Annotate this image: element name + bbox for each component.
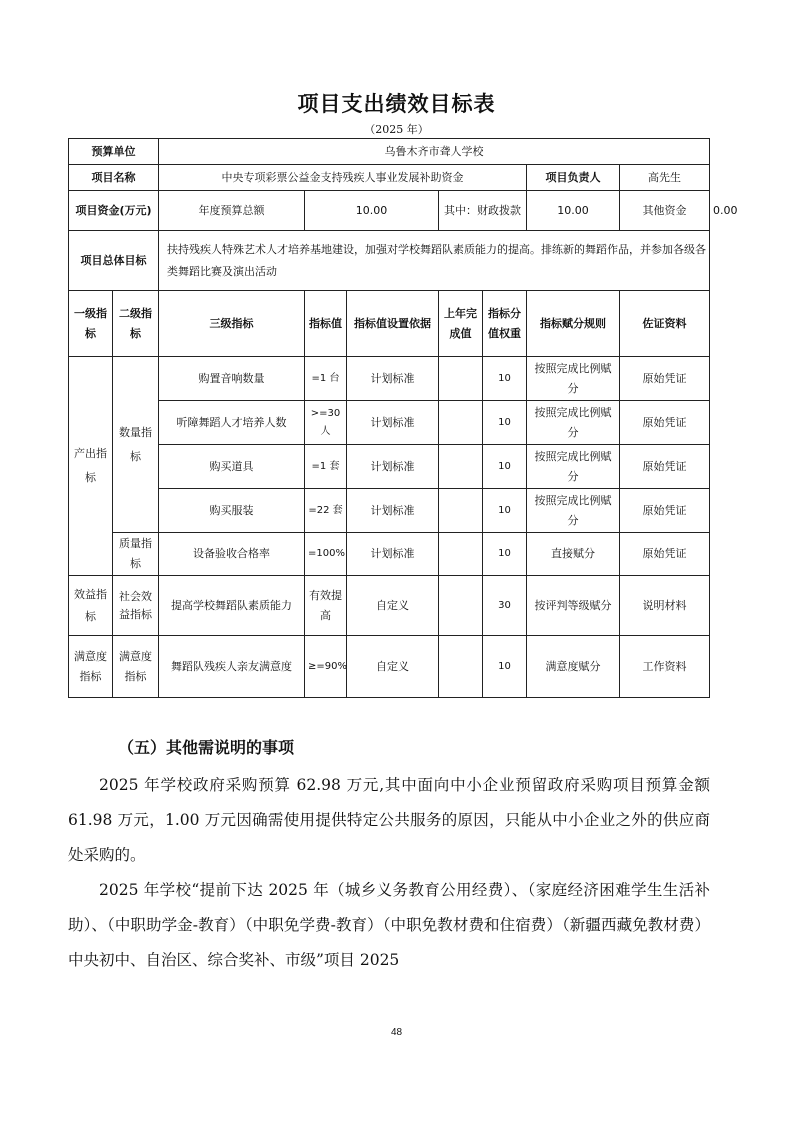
indicator-name: 购买服装 bbox=[159, 489, 305, 533]
indicator-name: 设备验收合格率 bbox=[159, 533, 305, 576]
indicator-last-year bbox=[439, 489, 483, 533]
indicator-rule: 按照完成比例赋分 bbox=[527, 489, 620, 533]
indicator-evidence: 原始凭证 bbox=[620, 445, 710, 489]
indicator-rule: 满意度赋分 bbox=[527, 636, 620, 698]
goal-value: 扶持残疾人特殊艺术人才培养基地建设，加强对学校舞蹈队素质能力的提高。排练新的舞蹈作品，并参加各级各类舞蹈比赛及演出活动 bbox=[159, 231, 710, 291]
table-row bbox=[69, 357, 710, 401]
indicator-weight: 30 bbox=[483, 576, 527, 636]
indicator-rule: 按照完成比例赋分 bbox=[527, 357, 620, 401]
indicator-basis: 计划标准 bbox=[347, 357, 439, 401]
project-name-label: 项目名称 bbox=[69, 165, 159, 191]
group-quality: 质量指标 bbox=[113, 533, 159, 576]
indicator-name: 舞蹈队残疾人亲友满意度 bbox=[159, 636, 305, 698]
header-last-year: 上年完成值 bbox=[439, 291, 483, 357]
table-row bbox=[69, 445, 710, 489]
indicator-evidence: 原始凭证 bbox=[620, 401, 710, 445]
indicator-weight: 10 bbox=[483, 489, 527, 533]
group-satisfaction: 满意度指标 bbox=[69, 636, 113, 698]
indicator-last-year bbox=[439, 445, 483, 489]
section-heading: （五）其他需说明的事项 bbox=[118, 738, 295, 757]
indicator-last-year bbox=[439, 533, 483, 576]
indicator-basis: 计划标准 bbox=[347, 533, 439, 576]
indicator-evidence: 原始凭证 bbox=[620, 533, 710, 576]
group-satisfaction-sub: 满意度指标 bbox=[113, 636, 159, 698]
indicator-evidence: 原始凭证 bbox=[620, 357, 710, 401]
table-row bbox=[69, 401, 710, 445]
annual-budget-label: 年度预算总额 bbox=[159, 191, 305, 231]
indicator-weight: 10 bbox=[483, 401, 527, 445]
header-rule: 指标赋分规则 bbox=[527, 291, 620, 357]
indicator-evidence: 说明材料 bbox=[620, 576, 710, 636]
indicator-name: 听障舞蹈人才培养人数 bbox=[159, 401, 305, 445]
indicator-name: 提高学校舞蹈队素质能力 bbox=[159, 576, 305, 636]
funds-label: 项目资金(万元) bbox=[69, 191, 159, 231]
indicator-weight: 10 bbox=[483, 636, 527, 698]
header-level2: 二级指标 bbox=[113, 291, 159, 357]
indicator-evidence: 工作资料 bbox=[620, 636, 710, 698]
paragraph-procurement bbox=[68, 768, 710, 873]
header-evidence: 佐证资料 bbox=[620, 291, 710, 357]
indicator-basis: 计划标准 bbox=[347, 445, 439, 489]
unit-value: 乌鲁木齐市聋人学校 bbox=[159, 139, 710, 165]
other-funds-cell bbox=[620, 191, 710, 231]
header-weight: 指标分值权重 bbox=[483, 291, 527, 357]
annual-budget-value: 10.00 bbox=[305, 191, 439, 231]
group-social-benefit: 社会效益指标 bbox=[113, 576, 159, 636]
indicator-weight: 10 bbox=[483, 533, 527, 576]
table-row bbox=[69, 533, 710, 576]
owner-value: 高先生 bbox=[620, 165, 710, 191]
indicator-value: ≥=90% bbox=[305, 636, 347, 698]
indicator-value: =1 套 bbox=[305, 445, 347, 489]
header-basis: 指标值设置依据 bbox=[347, 291, 439, 357]
fiscal-value: 10.00 bbox=[527, 191, 620, 231]
table-row bbox=[69, 576, 710, 636]
header-value: 指标值 bbox=[305, 291, 347, 357]
table-year: （2025 年） bbox=[364, 123, 429, 136]
indicator-rule: 按照完成比例赋分 bbox=[527, 401, 620, 445]
indicator-value: =22 套 bbox=[305, 489, 347, 533]
paragraph-advance-funds bbox=[68, 873, 710, 978]
other-funds-label: 其他资金 bbox=[642, 203, 687, 217]
indicator-value: >=30 人 bbox=[305, 401, 347, 445]
indicator-evidence: 原始凭证 bbox=[620, 489, 710, 533]
header-level1: 一级指标 bbox=[69, 291, 113, 357]
indicator-last-year bbox=[439, 636, 483, 698]
performance-table: 预算单位 乌鲁木齐市聋人学校 项目名称 中央专项彩票公益金支持残疾人事业发展补助资金 项目负责人 高先生 项目资金(万元) 年度预算总额 10.00 其中：财政拨款 10.00 其他资金 0.00 项目总体目标 扶持残疾人特殊艺术人才培养基地建设，加强对学校舞蹈队素质能力的提高。排练新的舞蹈作品，并参加各级各类舞蹈比赛及演出活动 一级指标 二级指标 三级指标 指标值 指标值设置依据 上年完成值 指标分值权重 指标赋分规则 佐证资料 产出指标 数量指标 购置音响数量 =1 台 计划标准 10 按照完成比例赋分 原始凭证 听障舞蹈人才培养人数 >=30 人 计划标准 10 按照完成比例赋分 原始凭证 购买道具 =1 套 计划标准 10 按照完成比例赋分 原始凭证 购买服装 =22 套 计划标准 10 按照完成比例赋分 原始凭证 质量指标 设备验收合格率 =100% 计划标准 10 直接赋分 原始凭证 效益指标 社会效益指标 提高学校舞蹈队素质能力 有效提高 自定义 30 按评判等级赋分 说明材料 满意度指标 满意度指标 舞蹈队残疾人亲友满意度 ≥=90% 自定义 10 满意度赋分 工作资料 bbox=[68, 138, 710, 698]
fiscal-label: 其中：财政拨款 bbox=[439, 191, 527, 231]
indicator-rule: 直接赋分 bbox=[527, 533, 620, 576]
paragraph-2: 2025 年学校“提前下达 2025 年（城乡义务教育公用经费）、（家庭经济困难学生生活补助）、（中职助学金-教育）（中职免学费-教育）（中职免教材费和住宿费）（新疆西藏免教材费）中央初中、自治区、综合奖补、市级”项目 2025 bbox=[68, 881, 710, 969]
indicator-basis: 计划标准 bbox=[347, 401, 439, 445]
indicator-weight: 10 bbox=[483, 357, 527, 401]
indicator-last-year bbox=[439, 401, 483, 445]
indicator-name: 购置音响数量 bbox=[159, 357, 305, 401]
indicator-value: 有效提高 bbox=[305, 576, 347, 636]
indicator-basis: 自定义 bbox=[347, 636, 439, 698]
unit-label: 预算单位 bbox=[69, 139, 159, 165]
owner-label: 项目负责人 bbox=[527, 165, 620, 191]
group-quantity: 数量指标 bbox=[113, 357, 159, 533]
group-output: 产出指标 bbox=[69, 357, 113, 576]
indicator-last-year bbox=[439, 357, 483, 401]
indicator-last-year bbox=[439, 576, 483, 636]
indicator-rule: 按照完成比例赋分 bbox=[527, 445, 620, 489]
indicator-weight: 10 bbox=[483, 445, 527, 489]
table-row bbox=[69, 636, 710, 698]
group-benefit: 效益指标 bbox=[69, 576, 113, 636]
indicator-value: =100% bbox=[305, 533, 347, 576]
header-level3: 三级指标 bbox=[159, 291, 305, 357]
indicator-value: =1 台 bbox=[305, 357, 347, 401]
paragraph-1: 2025 年学校政府采购预算 62.98 万元,其中面向中小企业预留政府采购项目预算金额 61.98 万元，1.00 万元因确需使用提供特定公共服务的原因，只能从中小企业之外的供应商处采购的。 bbox=[68, 776, 710, 864]
page-number: 48 bbox=[390, 1027, 403, 1038]
table-row bbox=[69, 489, 710, 533]
indicator-basis: 自定义 bbox=[347, 576, 439, 636]
page-title: 项目支出绩效目标表 bbox=[297, 92, 496, 116]
indicator-rule: 按评判等级赋分 bbox=[527, 576, 620, 636]
goal-label: 项目总体目标 bbox=[69, 231, 159, 291]
indicator-name: 购买道具 bbox=[159, 445, 305, 489]
project-name-value: 中央专项彩票公益金支持残疾人事业发展补助资金 bbox=[159, 165, 527, 191]
indicator-basis: 计划标准 bbox=[347, 489, 439, 533]
